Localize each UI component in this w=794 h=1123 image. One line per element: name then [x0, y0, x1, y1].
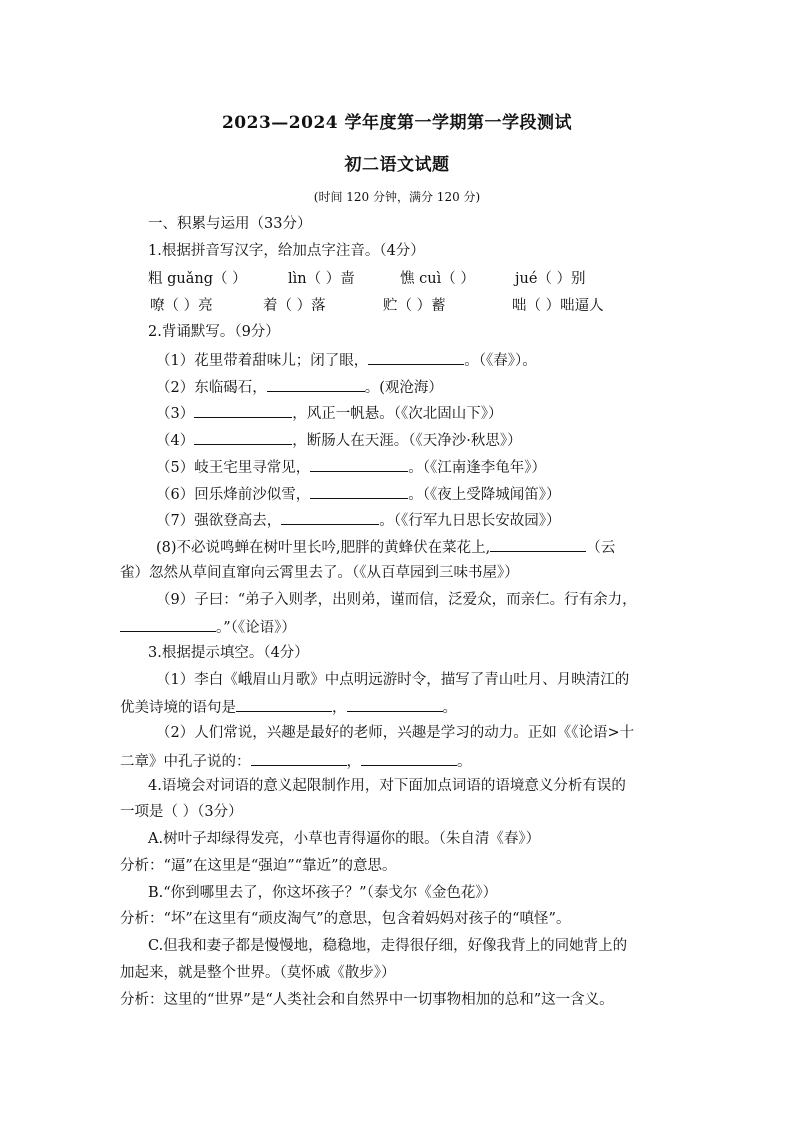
pinyin-item: 憔 cuì（ ） — [400, 271, 475, 287]
item-source: 。（《江南逢李龟年》） — [408, 460, 546, 476]
item-text: （7）强欲登高去， — [156, 513, 282, 529]
answer-blank[interactable] — [120, 617, 216, 632]
item-text: （1）花里带着甜味儿；闭了眼， — [156, 353, 369, 369]
pinyin-item: lìn（ ）啬 — [288, 271, 355, 287]
answer-blank[interactable] — [251, 751, 347, 766]
item-source: 。（《春》）。 — [464, 353, 537, 369]
item-source: ，断肠人在天涯。（《天净沙·秋思》） — [292, 433, 522, 449]
item-text: 。 — [442, 700, 457, 716]
recitation-item — [156, 350, 537, 370]
question-4-heading: 4.语境会对词语的意义起限制作用，对下面加点词语的语境意义分析有误的 — [148, 778, 626, 794]
answer-blank[interactable] — [267, 377, 365, 392]
item-text: （2）东临碣石， — [156, 380, 267, 396]
item-source: 。（《行军九日思长安故园》） — [379, 513, 561, 529]
item-source: ，风正一帆悬。（《次北固山下》） — [292, 406, 503, 422]
question-4-heading-continued: 一项是（ ）（3分） — [120, 804, 243, 820]
exam-time-info: (时间 120 分钟，满分 120 分) — [313, 190, 481, 204]
item-text: (8)不必说鸣蝉在树叶里长吟,肥胖的黄蜂伏在菜花上, — [156, 540, 491, 556]
recitation-item — [156, 403, 502, 423]
recitation-item — [156, 377, 443, 397]
answer-blank[interactable] — [490, 537, 586, 552]
item-text: （5）岐王宅里寻常见， — [156, 460, 311, 476]
question-1-heading: 1.根据拼音写汉字，给加点字注音。（4分） — [148, 243, 425, 259]
item-text: 二章》中孔子说的： — [120, 754, 251, 770]
exam-title: 2023—2024 学年度第一学期第一学段测试 — [221, 113, 573, 133]
recitation-item — [156, 430, 522, 450]
fill-item: （1）李白《峨眉山月歌》中点明远游时令，描写了青山吐月、月映清江的 — [156, 672, 630, 688]
option-a: A.树叶子却绿得发亮，小草也青得逼你的眼。（朱自清《春》） — [148, 831, 541, 847]
item-source: 。”（《论语》） — [216, 620, 296, 636]
section-heading: 一、积累与运用（33分） — [148, 216, 312, 232]
recitation-item: （9）子曰：“弟子入则孝，出则弟，谨而信，泛爱众，而亲仁。行有余力， — [156, 592, 637, 608]
pinyin-item: 粗 guǎng（ ） — [148, 271, 247, 287]
answer-blank[interactable] — [310, 457, 408, 472]
item-text: （3） — [156, 406, 195, 422]
question-3-heading: 3.根据提示填空。（4分） — [148, 645, 309, 661]
item-text: 优美诗境的语句是 — [120, 700, 236, 716]
answer-blank[interactable] — [194, 403, 292, 418]
option-c: C.但我和妻子都是慢慢地，稳稳地，走得很仔细，好像我背上的同她背上的 — [148, 938, 628, 954]
recitation-item — [156, 484, 560, 504]
answer-blank[interactable] — [368, 350, 464, 365]
recitation-item — [156, 537, 615, 557]
item-text: ， — [346, 754, 361, 770]
pinyin-item: 嘹（ ）亮 — [150, 298, 213, 314]
item-text: ， — [332, 700, 347, 716]
answer-blank[interactable] — [194, 430, 292, 445]
pinyin-item: 着（ ）落 — [263, 298, 326, 314]
item-text: （6）回乐烽前沙似雪， — [156, 487, 311, 503]
option-a-analysis: 分析：“逼”在这里是“强迫”“靠近”的意思。 — [120, 858, 397, 874]
answer-blank[interactable] — [236, 697, 332, 712]
item-source: 。(观沧海） — [364, 380, 443, 396]
item-text: （4） — [156, 433, 195, 449]
recitation-item — [156, 510, 560, 530]
answer-blank[interactable] — [347, 697, 443, 712]
fill-item: （2）人们常说，兴趣是最好的老师，兴趣是学习的动力。正如《《论语>十 — [156, 725, 635, 741]
pinyin-item: 咄（ ）咄逼人 — [512, 298, 604, 314]
question-2-heading: 2.背诵默写。（9分） — [148, 324, 280, 340]
answer-blank[interactable] — [361, 751, 457, 766]
option-b-analysis: 分析：“坏”在这里有“顽皮淘气”的意思，包含着妈妈对孩子的“嗔怪”。 — [120, 911, 571, 927]
option-b: B.“你到哪里去了，你这坏孩子？”（泰戈尔《金色花》） — [148, 885, 498, 901]
exam-subtitle: 初二语文试题 — [344, 155, 450, 175]
option-c-analysis: 分析：这里的“世界”是“人类社会和自然界中一切事物相加的总和”这一含义。 — [120, 992, 614, 1008]
pinyin-item: 贮（ ）蓄 — [383, 298, 446, 314]
pinyin-item: jué（ ）别 — [515, 271, 586, 287]
recitation-item-continued — [120, 617, 296, 637]
item-source: 。（《夜上受降城闻笛》） — [408, 487, 561, 503]
fill-item-continued — [120, 697, 457, 717]
item-text: 。 — [457, 754, 472, 770]
fill-item-continued — [120, 751, 472, 771]
recitation-item — [156, 457, 546, 477]
item-text: （云 — [586, 540, 616, 556]
answer-blank[interactable] — [281, 510, 379, 525]
recitation-item-continued: 雀）忽然从草间直窜向云霄里去了。（《从百草园到三味书屋》） — [120, 565, 519, 581]
answer-blank[interactable] — [310, 484, 408, 499]
option-c-continued: 加起来，就是整个世界。（莫怀戚《散步》） — [120, 965, 396, 981]
